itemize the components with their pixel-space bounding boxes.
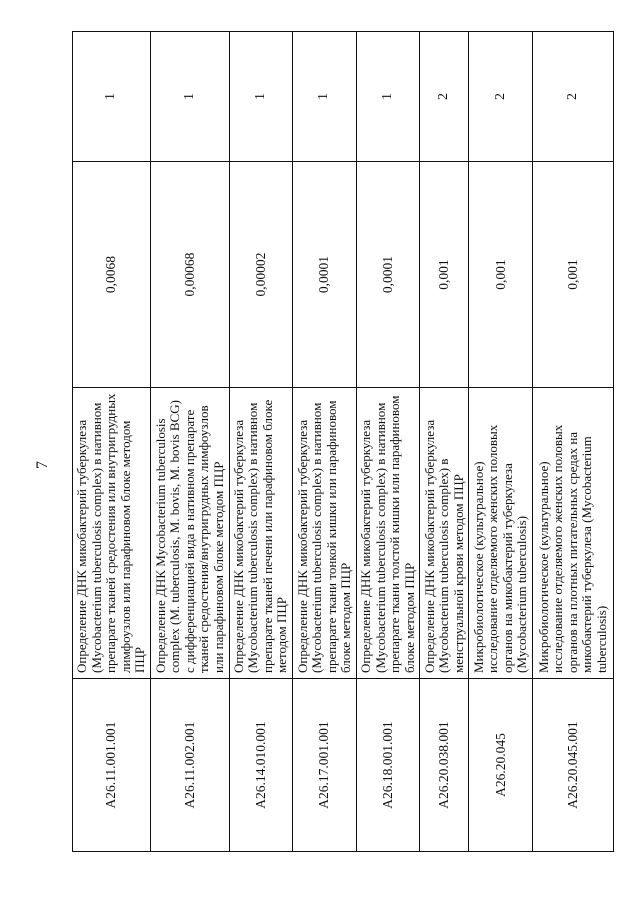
multiplicity-cell: 2 xyxy=(469,32,533,162)
service-name-cell: Определение ДНК Mycobacterium tuberculosis complex (M. tuberculosis, M. bovis, M. bovis BCG) с дифференциацией вида в нативном препарате тканей средостения/внутригрудных лимфоузлов или парафиновом блоке методом ПЦР xyxy=(151,388,229,679)
frequency-cell: 0,0068 xyxy=(73,162,151,388)
multiplicity-cell: 1 xyxy=(356,32,420,162)
table-row xyxy=(229,32,293,852)
service-code-cell: A26.11.002.001 xyxy=(151,679,229,852)
service-code-cell: A26.20.038.001 xyxy=(420,679,469,852)
frequency-cell: 0,0001 xyxy=(293,162,357,388)
service-name-cell: Определение ДНК микобактерий туберкулеза (Mycobacterium tuberculosis complex) в нативном препарате тканей средостения или внутригрудных лимфоузлов или парафиновом блоке методом ПЦР xyxy=(73,388,151,679)
frequency-cell: 0,001 xyxy=(469,162,533,388)
service-name-cell: Микробиологическое (культуральное) исследование отделяемого женских половых органов на микобактерий туберкулеза (Mycobacterium tuberculosis) xyxy=(469,388,533,679)
table-row xyxy=(533,32,614,852)
service-code-cell: A26.14.010.001 xyxy=(229,679,293,852)
service-code-cell: A26.11.001.001 xyxy=(73,679,151,852)
multiplicity-cell: 1 xyxy=(229,32,293,162)
service-name-cell: Определение ДНК микобактерий туберкулеза (Mycobacterium tuberculosis complex) в нативном препарате ткани тонкой кишки или парафиновом блоке методом ПЦР xyxy=(293,388,357,679)
service-name-cell: Определение ДНК микобактерий туберкулеза (Mycobacterium tuberculosis complex) в нативном препарате ткани толстой кишки или парафиновом блоке методом ПЦР xyxy=(356,388,420,679)
table-row xyxy=(469,32,533,852)
frequency-cell: 0,0001 xyxy=(356,162,420,388)
multiplicity-cell: 2 xyxy=(533,32,614,162)
page-number: 7 xyxy=(34,461,51,469)
frequency-cell: 0,00068 xyxy=(151,162,229,388)
services-table xyxy=(72,31,614,852)
multiplicity-cell: 2 xyxy=(420,32,469,162)
table-row xyxy=(151,32,229,852)
service-code-cell: A26.20.045 xyxy=(469,679,533,852)
multiplicity-cell: 1 xyxy=(73,32,151,162)
frequency-cell: 0,00002 xyxy=(229,162,293,388)
multiplicity-cell: 1 xyxy=(151,32,229,162)
table-row xyxy=(73,32,151,852)
frequency-cell: 0,001 xyxy=(420,162,469,388)
service-name-cell: Микробиологическое (культуральное) исследование отделяемого женских половых органов на плотных питательных средах на микобактерий туберкулеза (Mycobacterium tuberculosis) xyxy=(533,388,614,679)
service-code-cell: A26.17.001.001 xyxy=(293,679,357,852)
table-row xyxy=(420,32,469,852)
service-name-cell: Определение ДНК микобактерий туберкулеза (Mycobacterium tuberculosis complex) в менструальной крови методом ПЦР xyxy=(420,388,469,679)
multiplicity-cell: 1 xyxy=(293,32,357,162)
service-code-cell: A26.18.001.001 xyxy=(356,679,420,852)
table-row xyxy=(356,32,420,852)
table-row xyxy=(293,32,357,852)
service-name-cell: Определение ДНК микобактерий туберкулеза (Mycobacterium tuberculosis complex) в нативном препарате тканей печени или парафиновом блоке методом ПЦР xyxy=(229,388,293,679)
service-code-cell: A26.20.045.001 xyxy=(533,679,614,852)
services-table-container xyxy=(72,32,614,852)
frequency-cell: 0,001 xyxy=(533,162,614,388)
